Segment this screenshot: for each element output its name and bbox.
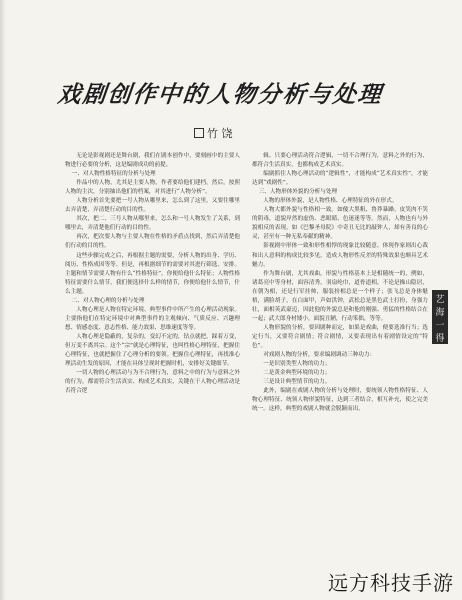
left-column — [65, 152, 240, 572]
paragraph: 人物心理是隐蔽的，复杂的，变幻不定的，钻点就把，踩着万变，但万变不离其宗。这个“宗”就是心理特征，也叫性格心理特征，把握住心理特征，也就把握住了心理分析的要领。把握住心理特征，再找准心理活动生发的原因，才能在具体呈现时把握时机，安排好关键细节。 — [65, 333, 240, 368]
paragraph: 此外，编剧在戏剧人物的分析与处理时，要统领人物性格特征、人物心理特征、统领人物形貌特征，达到三者结合，相互补充，使之完美统一。这样，典型的戏剧人物就会脱颖而出。 — [252, 388, 428, 413]
paragraph: 编剧抓住人物心理活动的“逻辑性”，才能构成“艺术真实性”，才能达到“戏剧性”。 — [252, 171, 428, 187]
paragraph: 作为舞台剧，尤其戏曲，形貌与性格基本上是相随统一的，例如，诸葛亮中等身材，面容清秀，羽扇纶巾，道骨道相，不论是操山隐居，在朝为相，还是行军挂帅，服装扮相总是一个样子；张飞总是身体魁梧，满脸胡子，在白面甲，声如洪钟，武松总是黑色武士打扮，身强力壮，面相英武豪迈，因此他的外貌总是和他的刚强、勇猛的性格结合在一起；武大郎身材矮小，面貌丑陋，行动笨拙，等等。 — [252, 270, 428, 322]
paragraph: 人物形貌的分析，要因剧种而定，如果是戏曲，便要选准行当；选定行当，又要符合剧情；符合剧情，又要表现出有着剧情设定的“特色”。 — [252, 324, 428, 349]
section-heading: 二、对人物心理的分析与处理 — [71, 297, 145, 304]
section-heading: 一、对人物性格特征的分析与处理 — [71, 171, 156, 178]
paragraph: 人物心理是人物在特定环境、典型事件中所产生的心理活动现象。主要指他们在特定环境中对典型事件的主观倾向、气质反应、兴趣理想、情感态度、意志性格、能力效果、思维速度等等。 — [65, 306, 240, 331]
author-name: 竹 饶 — [207, 127, 233, 140]
paragraph: 二是黄金典型环境的功力； — [263, 370, 331, 377]
section-side-tab — [432, 290, 448, 344]
paragraph: 辑。只要心理活动符合逻辑，一切不合理行为，意料之外的行为，都符合生活真实，也都构成艺术真实。 — [252, 153, 428, 169]
author-line — [194, 125, 233, 141]
paragraph: 对戏剧人物的分析，要求编剧调动三种功力： — [263, 352, 376, 359]
paragraph: 一是识别类型人物的功力； — [263, 361, 331, 368]
right-column — [252, 152, 428, 580]
paragraph: 一切人物的心理活动与为不合理行为，意料之中的行为与意料之外的行为，都需符合生活真实、构成艺术真实，关键在于人物心理活动是否符合逻 — [65, 370, 240, 395]
paragraph: 其次，把二、三号人物从哪里来，怎么和一号人物发生了关系，到哪里去，弄清楚他们行动的目的性。 — [65, 216, 240, 232]
article-title: 戏剧创作中的人物分析与处理 — [56, 81, 385, 108]
paragraph: 人物的形体外貌，是人物性格、心理特征的外在形式。 — [263, 198, 398, 205]
side-tab-char: 海 — [435, 308, 445, 318]
square-icon — [194, 128, 204, 138]
paragraph: 作品中的人物，尤其是主要人物，作者要给他们建档，然后，按照人物的主次，分别抽出他们的档案，对其进行“人物分析”。 — [65, 180, 240, 196]
paragraph: 人物分析首先要把一号人物从哪里来，怎么到了这里，又要往哪里去弄清楚，弄清楚行动的目的性。 — [65, 198, 240, 214]
watermark-text: 远方科技手游 — [328, 571, 454, 595]
paragraph: 三是设计典型情节的功力。 — [263, 379, 331, 386]
side-tab-char: 得 — [435, 334, 445, 344]
side-tab-char: 一 — [435, 321, 445, 331]
paragraph: 影视剧中形体一致和形性相悖的现象比较随意。体现作家则出心裁和出人意料的构成比较多见，造成人物形性反差的特殊效果也颇具艺术魅力。 — [252, 243, 428, 268]
side-tab-char: 艺 — [435, 295, 445, 305]
paragraph: 人物大都外貌与性格相一致。如傻大黑粗、鲁莽暴躁、皮笑肉不笑的阴毒，道貌岸然的虚伪、恶眼睛、色迷迷等等。然而，人物也有与外貌相反的表现，如《巴黎圣母院》中奇丑无比的敲钟人，却有善良的心灵，甚至有一种无私奉献的精神。 — [252, 207, 428, 241]
section-heading: 三、人物形体外貌的分析与处理 — [258, 189, 338, 196]
paragraph: 这些步骤完成之后，再根据主题的需要，分析人物的出身、学历、阅历、性格成因等等。但是，再根据细节的需要对其进行筛选、安排。主题和情节需要人物有什么“性格特征”，你便给他什么特征；人物性格特征需要什么情节，我们便选择什么样的情节，你便给他什么情节，什么主题。 — [65, 252, 240, 295]
paragraph: 再次，把次要人物与主要人物在性格的矛盾点找到，然后弄清楚他们行动的目的性。 — [65, 234, 240, 250]
paragraph: 无论是影视剧还是舞台剧，我们在剧本创作中，要刻画中的主要人物进行必要的分析，这是编剧成功的前提。 — [65, 153, 240, 169]
scan-shadow — [0, 0, 6, 600]
